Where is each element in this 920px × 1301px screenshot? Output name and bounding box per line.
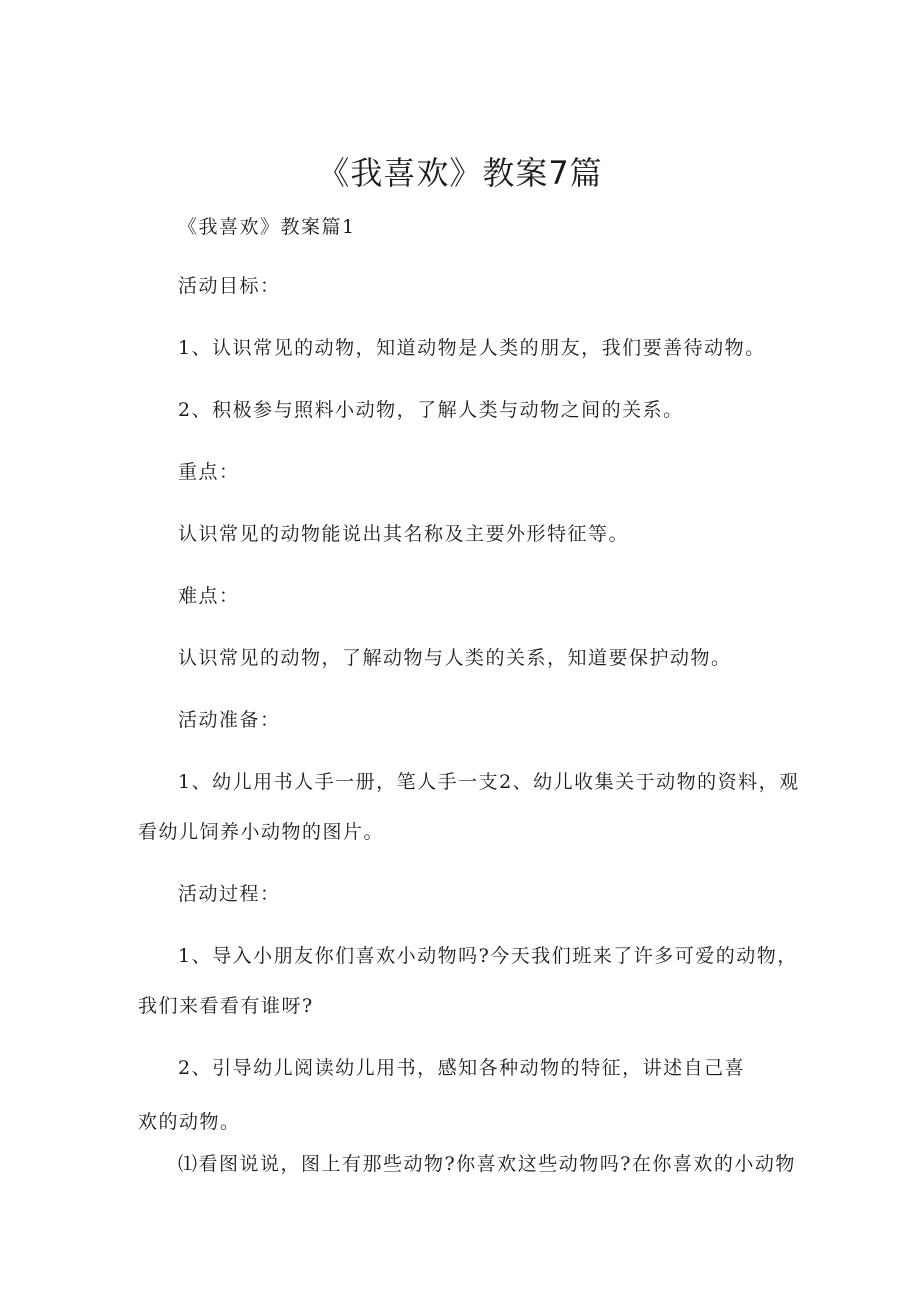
- prep-line-1: 1、幼儿用书人手一册，笔人手一支2、幼儿收集关于动物的资料，观: [178, 771, 800, 793]
- difficulty-label: 难点：: [178, 585, 240, 607]
- document-title: 《我喜欢》教案7篇: [317, 154, 603, 192]
- prep-line-2: 看幼儿饲养小动物的图片。: [138, 821, 385, 843]
- goals-label: 活动目标：: [178, 275, 281, 297]
- goal-item-2: 2、积极参与照料小动物，了解人类与动物之间的关系。: [178, 399, 684, 421]
- process-item-1-line-1: 1、导入小朋友你们喜欢小动物吗?今天我们班来了许多可爱的动物，: [178, 945, 798, 967]
- section-heading: 《我喜欢》教案篇1: [178, 216, 356, 238]
- process-item-2-sub-1: ⑴看图说说，图上有那些动物?你喜欢这些动物吗?在你喜欢的小动物: [178, 1153, 796, 1175]
- process-item-2-line-2: 欢的动物。: [138, 1111, 241, 1133]
- process-item-1-line-2: 我们来看看有谁呀?: [138, 995, 314, 1017]
- key-point-text: 认识常见的动物能说出其名称及主要外形特征等。: [178, 523, 630, 545]
- prep-label: 活动准备：: [178, 709, 281, 731]
- process-label: 活动过程：: [178, 883, 281, 905]
- goal-item-1: 1、认识常见的动物，知道动物是人类的朋友，我们要善待动物。: [178, 337, 766, 359]
- difficulty-text: 认识常见的动物，了解动物与人类的关系，知道要保护动物。: [178, 647, 732, 669]
- key-point-label: 重点：: [178, 461, 240, 483]
- process-item-2-line-1: 2、引导幼儿阅读幼儿用书，感知各种动物的特征，讲述自己喜: [178, 1057, 746, 1079]
